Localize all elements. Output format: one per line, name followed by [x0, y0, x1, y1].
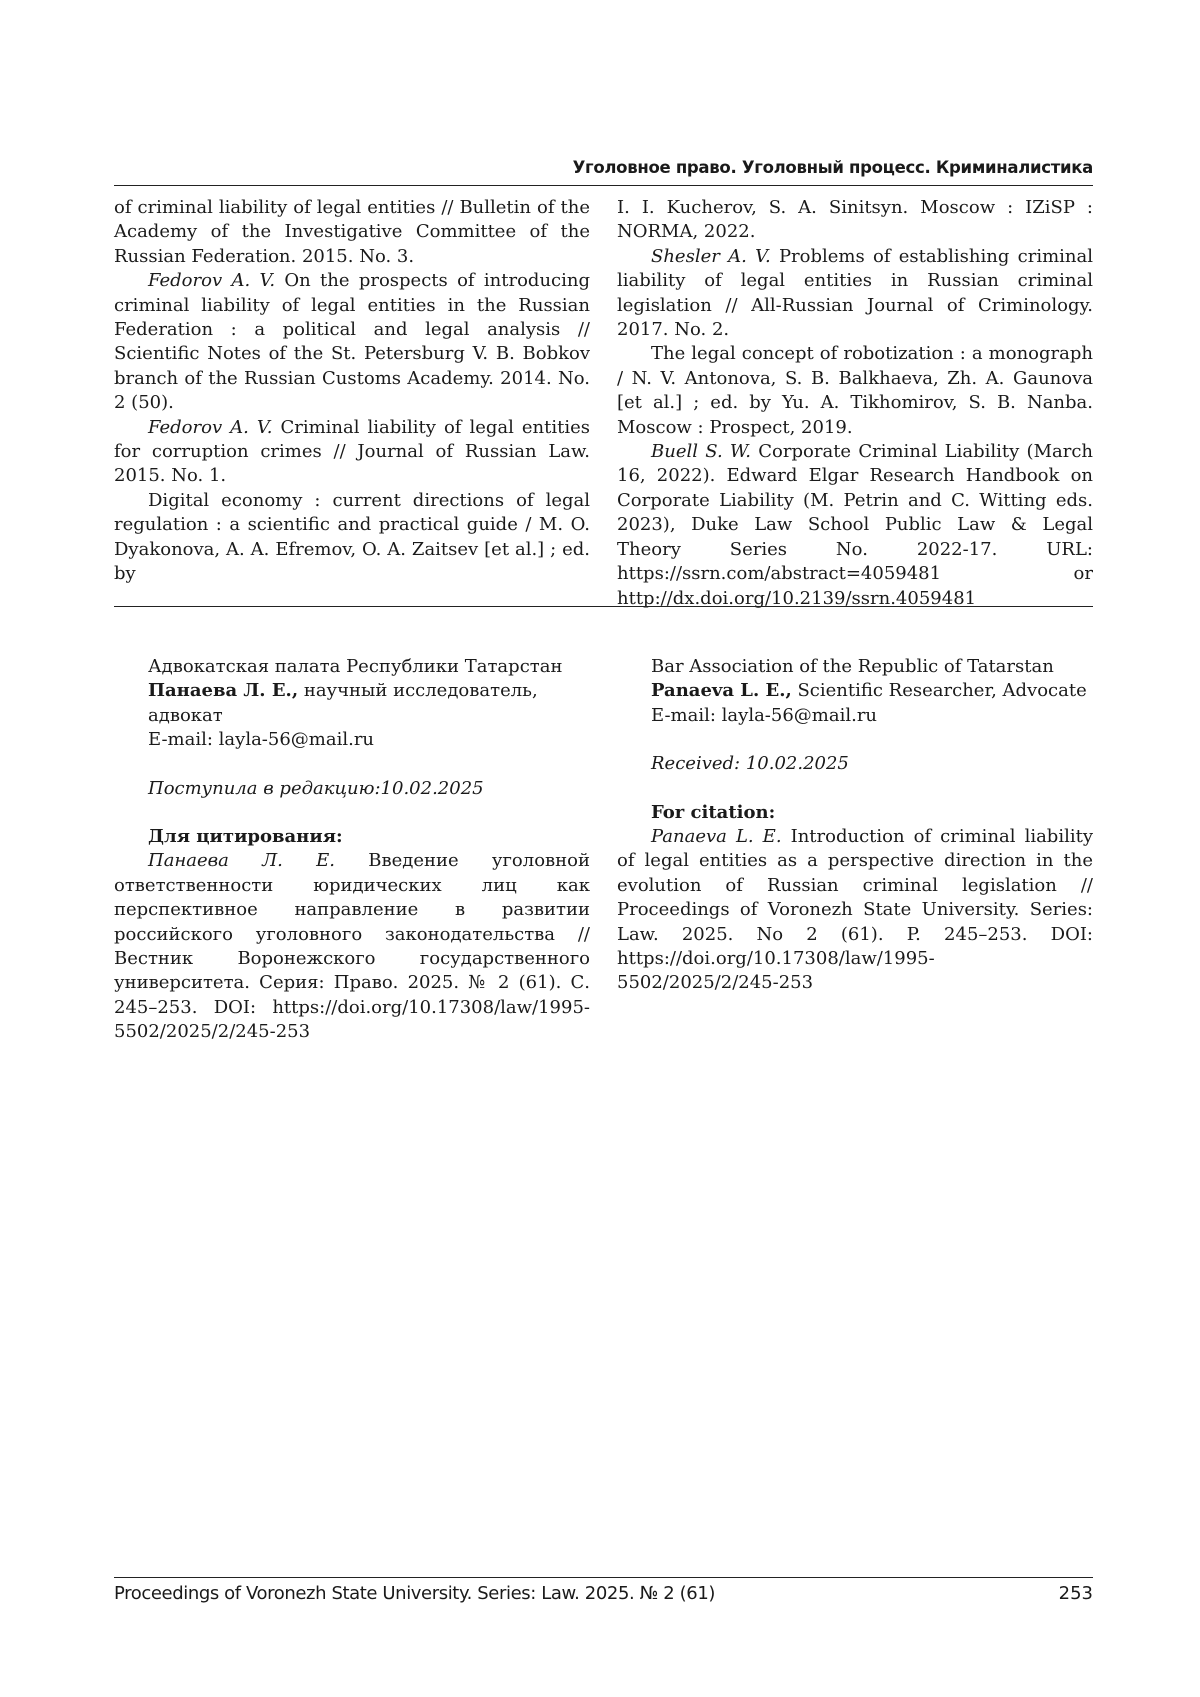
author-email: E-mail: layla-56@mail.ru [114, 728, 590, 752]
affiliation: Адвокатская палата Республики Татарстан [114, 655, 590, 679]
reference-author: Shesler A. V. [651, 246, 771, 267]
author-line [114, 679, 590, 728]
received-date: Поступила в редакцию:10.02.2025 [114, 777, 590, 801]
author-name: Panaeva L. E., [651, 680, 792, 701]
author-position: научный исследователь, адвокат [148, 680, 538, 725]
author-line [617, 679, 1093, 703]
citation-heading: Для цитирования: [114, 825, 590, 849]
author-position: Scientific Researcher, Advocate [792, 680, 1087, 701]
citation-text: Панаева Л. Е. Введение уголовной ответственности юридических лиц как перспективное направление в развитии российского уголовного законодательства // Вестник Воронежского государственного университета. Серия: Право. 2025. № 2 (61). С. 245–253. DOI: https://doi.org/10.17308/law/1995-5502/2025/2/245-253 [114, 849, 590, 1044]
reference-item: Fedorov A. V. On the prospects of introducing criminal liability of legal entities in the Russian Federation : a political and legal analysis // Scientific Notes of the St. Petersburg V. B. Bobkov branch of the Russian Customs Academy. 2014. No. 2 (50). [114, 269, 590, 415]
footer-rule [114, 1577, 1093, 1578]
author-name: Панаева Л. Е., [148, 680, 298, 701]
reference-item: I. I. Kucherov, S. A. Sinitsyn. Moscow : IZiSP : NORMA, 2022. [617, 196, 1093, 245]
reference-author: Buell S. W. [651, 441, 751, 462]
reference-item: Shesler A. V. Problems of establishing criminal liability of legal entities in Russian criminal legislation // All-Russian Journal of Criminology. 2017. No. 2. [617, 245, 1093, 343]
reference-item: of criminal liability of legal entities // Bulletin of the Academy of the Investigative Committee of the Russian Federation. 2015. No. 3. [114, 196, 590, 269]
citation-heading: For citation: [617, 801, 1093, 825]
running-header: Уголовное право. Уголовный процесс. Криминалистика [573, 158, 1093, 177]
reference-item: Fedorov A. V. Criminal liability of legal entities for corruption crimes // Journal of Russian Law. 2015. No. 1. [114, 416, 590, 489]
received-date: Received: 10.02.2025 [617, 752, 1093, 776]
header-rule [114, 185, 1093, 186]
reference-item: Buell S. W. Corporate Criminal Liability (March 16, 2022). Edward Elgar Research Handbook on Corporate Liability (M. Petrin and C. Witting eds. 2023), Duke Law School Public Law & Legal Theory Series No. 2022-17. URL: https://ssrn.com/abstract=4059481 or http://dx.doi.org/10.2139/ssrn.4059481 [617, 440, 1093, 611]
citation-author: Panaeva L. E. [651, 826, 782, 847]
references-left-column [114, 196, 590, 587]
author-info-ru [114, 655, 590, 1045]
reference-author: Fedorov A. V. [148, 270, 275, 291]
reference-author: Fedorov A. V. [148, 417, 272, 438]
page-number: 253 [1059, 1583, 1093, 1604]
affiliation: Bar Association of the Republic of Tatarstan [617, 655, 1093, 679]
section-rule [114, 606, 1093, 607]
reference-item: The legal concept of robotization : a monograph / N. V. Antonova, S. B. Balkhaeva, Zh. A. Gaunova [et al.] ; ed. by Yu. A. Tikhomirov, S. B. Nanba. Moscow : Prospect, 2019. [617, 342, 1093, 440]
author-info-en [617, 655, 1093, 996]
references-right-column [617, 196, 1093, 611]
reference-item: Digital economy : current directions of legal regulation : a scientific and practical guide / M. O. Dyakonova, A. A. Efremov, O. A. Zaitsev [et al.] ; ed. by [114, 489, 590, 587]
footer-journal: Proceedings of Voronezh State University. Series: Law. 2025. № 2 (61) [114, 1583, 715, 1604]
citation-author: Панаева Л. Е. [148, 850, 335, 871]
author-email: E-mail: layla-56@mail.ru [617, 704, 1093, 728]
citation-text: Panaeva L. E. Introduction of criminal liability of legal entities as a perspective direction in the evolution of Russian criminal legislation // Proceedings of Voronezh State University. Series: Law. 2025. No 2 (61). P. 245–253. DOI: https://doi.org/10.17308/law/1995-5502/2025/2/245-253 [617, 825, 1093, 996]
